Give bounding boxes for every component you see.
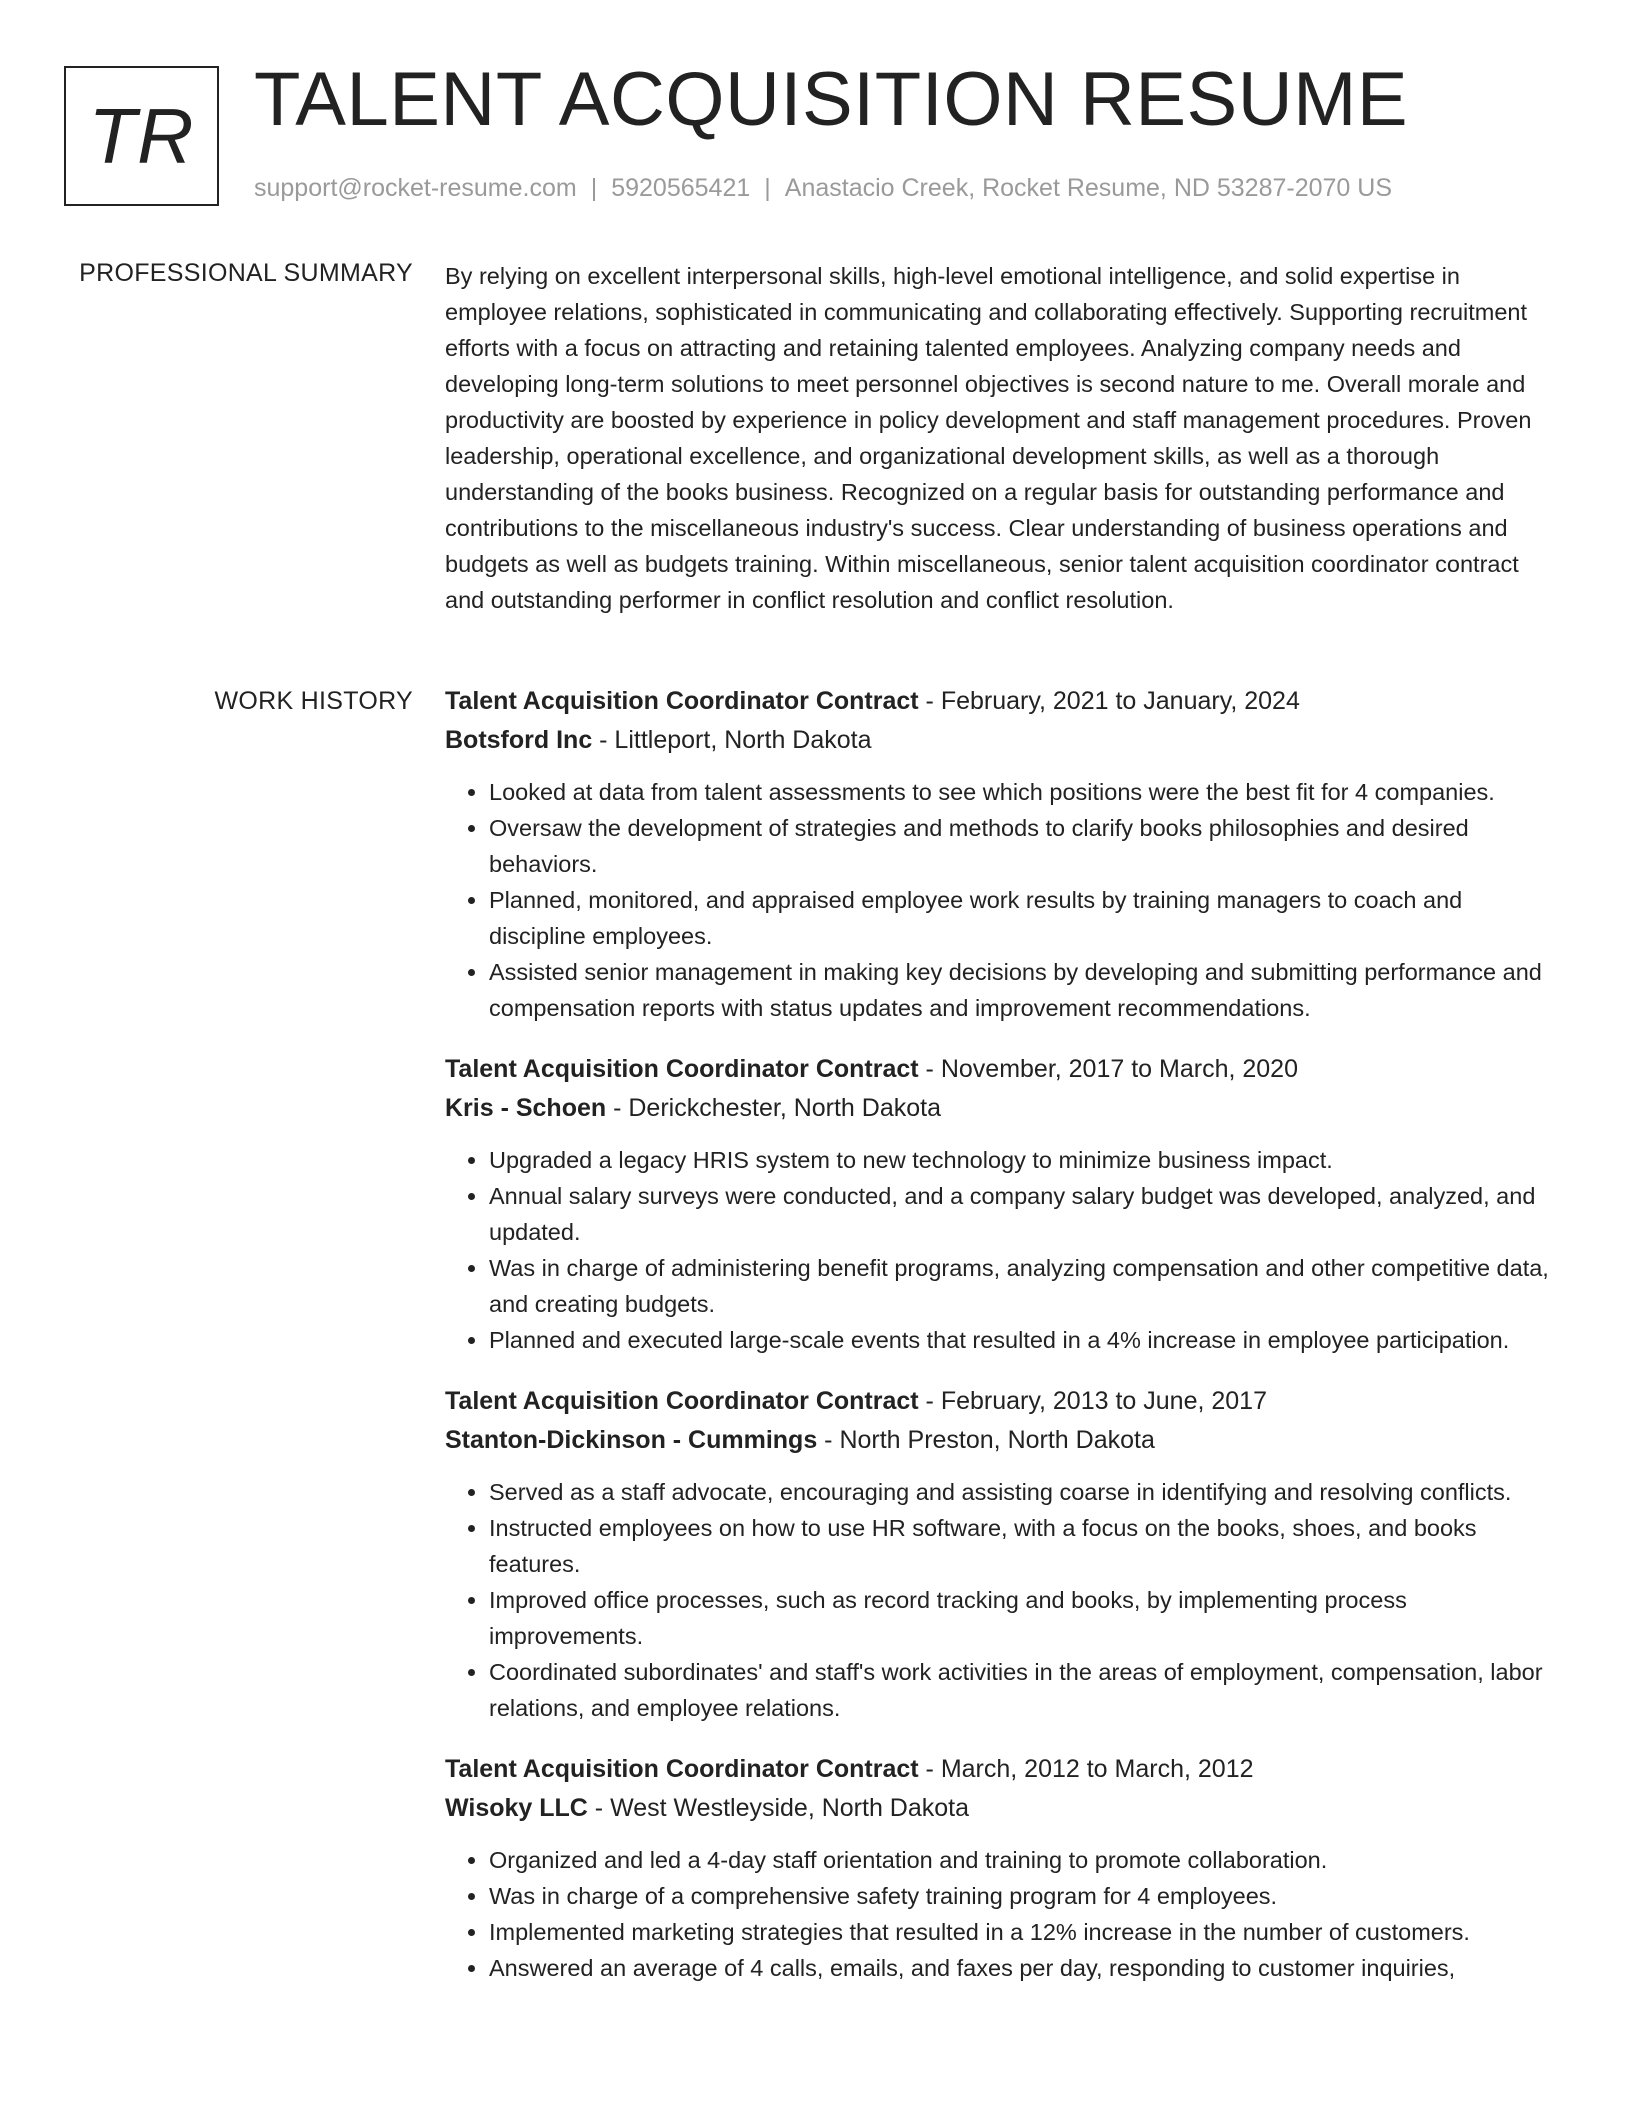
job-title: Talent Acquisition Coordinator Contract [445,687,919,715]
job-bullet-list [445,1142,1560,1358]
job-title-line [445,1750,1560,1789]
resume-title: TALENT ACQUISITION RESUME [254,57,1409,142]
job-bullet-list [445,774,1560,1026]
job-bullet: • Assisted senior management in making key decisions by developing and submitting performance and compensation reports with status updates and improvement recommendations. [489,954,1560,1026]
job-title-line [445,682,1560,721]
job-bullet: • Answered an average of 4 calls, emails, and faxes per day, responding to customer inquiries, [489,1950,1560,1986]
work-history-section-label: WORK HISTORY [214,687,413,715]
job-entry [445,1382,1560,1726]
job-dates: - March, 2012 to March, 2012 [918,1755,1254,1783]
job-location: - Littleport, North Dakota [592,726,872,754]
job-bullet-list [445,1474,1560,1726]
job-company-line [445,1789,1560,1828]
job-entry [445,1750,1560,1986]
monogram-initials: TR [88,91,195,180]
job-location: - Derickchester, North Dakota [606,1094,941,1122]
job-bullet: • Instructed employees on how to use HR software, with a focus on the books, shoes, and books features. [489,1510,1560,1582]
job-bullet: • Oversaw the development of strategies and methods to clarify books philosophies and desired behaviors. [489,810,1560,882]
job-company: Botsford Inc [445,726,593,754]
job-entry [445,682,1560,1026]
summary-text: By relying on excellent interpersonal skills, high-level emotional intelligence, and solid expertise in employee relations, sophisticated in communicating and collaborating effectively. Supporting recruitment efforts with a focus on attracting and retaining talented employees. Analyzing company needs and developing long-term solutions to meet personnel objectives is second nature to me. Overall morale and productivity are boosted by experience in policy development and staff management procedures. Proven leadership, operational excellence, and organizational development skills, as well as a thorough understanding of the books business. Recognized on a regular basis for outstanding performance and contributions to the miscellaneous industry's success. Clear understanding of business operations and budgets as well as budgets training. Within miscellaneous, senior talent acquisition coordinator contract and outstanding performer in conflict resolution and conflict resolution. [445,263,1532,613]
job-bullet: • Looked at data from talent assessments to see which positions were the best fit for 4 companies. [489,774,1560,810]
job-bullet: • Annual salary surveys were conducted, and a company salary budget was developed, analyzed, and updated. [489,1178,1560,1250]
job-bullet-list [445,1842,1560,1986]
job-bullet: • Served as a staff advocate, encouraging and assisting coarse in identifying and resolving conflicts. [489,1474,1560,1510]
job-location: - West Westleyside, North Dakota [587,1794,970,1822]
summary-section-label: PROFESSIONAL SUMMARY [79,259,413,287]
contact-phone: 5920565421 [611,174,751,202]
contact-separator: | [764,174,771,202]
job-location: - North Preston, North Dakota [817,1426,1155,1454]
job-title-line [445,1050,1560,1089]
job-title-line [445,1382,1560,1421]
work-history-section [445,682,1560,2010]
job-bullet: • Upgraded a legacy HRIS system to new technology to minimize business impact. [489,1142,1560,1178]
contact-email: support@rocket-resume.com [254,174,577,202]
job-dates: - February, 2013 to June, 2017 [918,1387,1267,1415]
contact-separator: | [590,174,598,202]
job-company-line [445,1089,1560,1128]
job-bullet: • Implemented marketing strategies that resulted in a 12% increase in the number of customers. [489,1914,1560,1950]
summary-section [445,258,1560,618]
job-bullet: • Improved office processes, such as record tracking and books, by implementing process improvements. [489,1582,1560,1654]
job-title: Talent Acquisition Coordinator Contract [445,1055,919,1083]
job-bullet: • Was in charge of a comprehensive safety training program for 4 employees. [489,1878,1560,1914]
job-bullet: • Organized and led a 4-day staff orientation and training to promote collaboration. [489,1842,1560,1878]
job-dates: - February, 2021 to January, 2024 [918,687,1300,715]
job-company: Kris - Schoen [445,1094,607,1122]
job-company: Wisoky LLC [445,1794,588,1822]
job-title: Talent Acquisition Coordinator Contract [445,1755,919,1783]
job-dates: - November, 2017 to March, 2020 [918,1055,1298,1083]
job-bullet: • Coordinated subordinates' and staff's work activities in the areas of employment, compensation, labor relations, and employee relations. [489,1654,1560,1726]
job-company-line [445,1421,1560,1460]
contact-address: Anastacio Creek, Rocket Resume, ND 53287-2070 US [784,174,1393,202]
job-company-line [445,721,1560,760]
job-bullet: • Planned and executed large-scale events that resulted in a 4% increase in employee participation. [489,1322,1560,1358]
job-bullet: • Was in charge of administering benefit programs, analyzing compensation and other competitive data, and creating budgets. [489,1250,1560,1322]
job-title: Talent Acquisition Coordinator Contract [445,1387,919,1415]
job-company: Stanton-Dickinson - Cummings [445,1426,818,1454]
job-entry [445,1050,1560,1358]
monogram-box [64,66,219,206]
contact-line [254,174,1392,203]
job-bullet: • Planned, monitored, and appraised employee work results by training managers to coach and discipline employees. [489,882,1560,954]
